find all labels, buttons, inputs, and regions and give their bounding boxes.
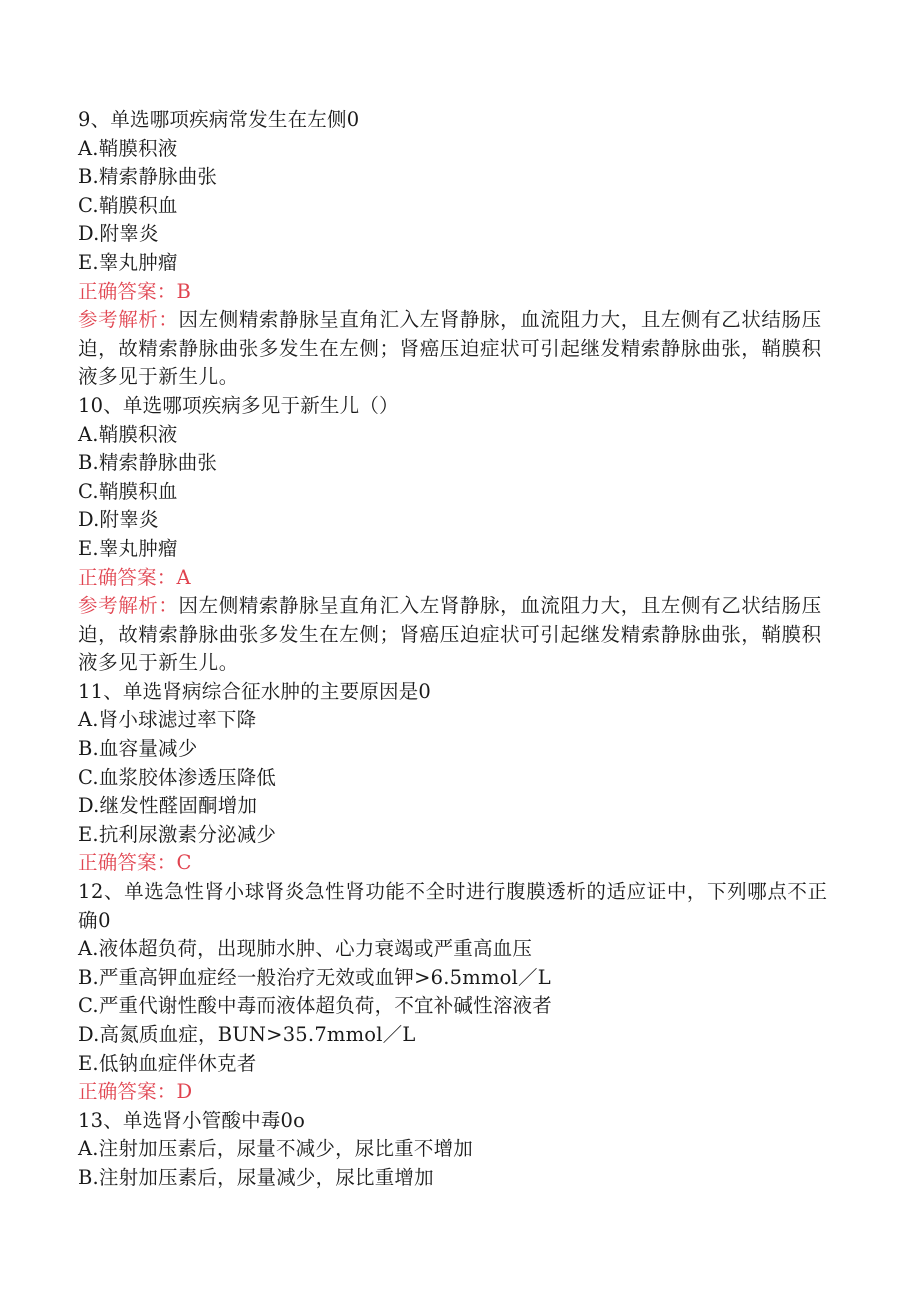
analysis	[78, 592, 838, 678]
option-d: D.继发性醛固酮增加	[78, 794, 258, 818]
option-c: C.血浆胶体渗透压降低	[78, 765, 277, 789]
correct-answer: 正确答案：B	[78, 279, 192, 303]
correct-answer: 正确答案：C	[78, 851, 192, 875]
option-b: B.精索静脉曲张	[78, 451, 218, 475]
option-d: D.附睾炎	[78, 508, 159, 532]
option-d: D.高氮质血症，BUN>35.7mmol／L	[78, 1023, 416, 1046]
analysis-label: 参考解析：	[78, 594, 179, 618]
option-a: A.注射加压素后，尿量不减少，尿比重不增加	[78, 1137, 473, 1161]
option-a: A.鞘膜积液	[78, 136, 178, 160]
document-page	[78, 106, 838, 1193]
question-stem: 12、单选急性肾小球肾炎急性肾功能不全时进行腹膜透析的适应证中，下列哪点不正确0	[78, 880, 828, 932]
question-9	[78, 106, 838, 392]
question-stem: 13、单选肾小管酸中毒0o	[78, 1108, 306, 1132]
option-c: C.鞘膜积血	[78, 193, 178, 217]
option-b: B.严重高钾血症经一般治疗无效或血钾>6.5mmol／L	[78, 965, 551, 989]
option-d: D.附睾炎	[78, 222, 159, 246]
option-b: B.精索静脉曲张	[78, 165, 218, 189]
analysis-label: 参考解析：	[78, 308, 179, 332]
question-13	[78, 1107, 838, 1193]
option-e: E.低钠血症伴休克者	[78, 1051, 257, 1075]
analysis	[78, 306, 838, 392]
analysis-text: 因左侧精索静脉呈直角汇入左肾静脉，血流阻力大，且左侧有乙状结肠压迫，故精索静脉曲张多发生在左侧；肾癌压迫症状可引起继发精索静脉曲张，鞘膜积液多见于新生儿。	[78, 308, 822, 389]
question-12	[78, 878, 838, 1107]
option-e: E.睾丸肿瘤	[78, 536, 178, 560]
question-10	[78, 392, 838, 678]
option-c: C.严重代谢性酸中毒而液体超负荷，不宜补碱性溶液者	[78, 994, 552, 1018]
option-a: A.鞘膜积液	[78, 422, 178, 446]
correct-answer: 正确答案：D	[78, 1080, 193, 1104]
option-b: B.血容量减少	[78, 737, 198, 761]
option-b: B.注射加压素后，尿量减少，尿比重增加	[78, 1165, 434, 1189]
option-a: A.液体超负荷，出现肺水肿、心力衰竭或严重高血压	[78, 937, 533, 961]
option-e: E.抗利尿激素分泌减少	[78, 822, 277, 846]
question-11	[78, 678, 838, 878]
option-c: C.鞘膜积血	[78, 479, 178, 503]
question-stem: 11、单选肾病综合征水肿的主要原因是0	[78, 679, 432, 703]
correct-answer: 正确答案：A	[78, 565, 191, 589]
analysis-text: 因左侧精索静脉呈直角汇入左肾静脉，血流阻力大，且左侧有乙状结肠压迫，故精索静脉曲张多发生在左侧；肾癌压迫症状可引起继发精索静脉曲张，鞘膜积液多见于新生儿。	[78, 594, 822, 675]
question-stem: 10、单选哪项疾病多见于新生儿（）	[78, 393, 399, 417]
question-stem: 9、单选哪项疾病常发生在左侧0	[78, 108, 360, 131]
option-a: A.肾小球滤过率下降	[78, 708, 257, 732]
option-e: E.睾丸肿瘤	[78, 250, 178, 274]
